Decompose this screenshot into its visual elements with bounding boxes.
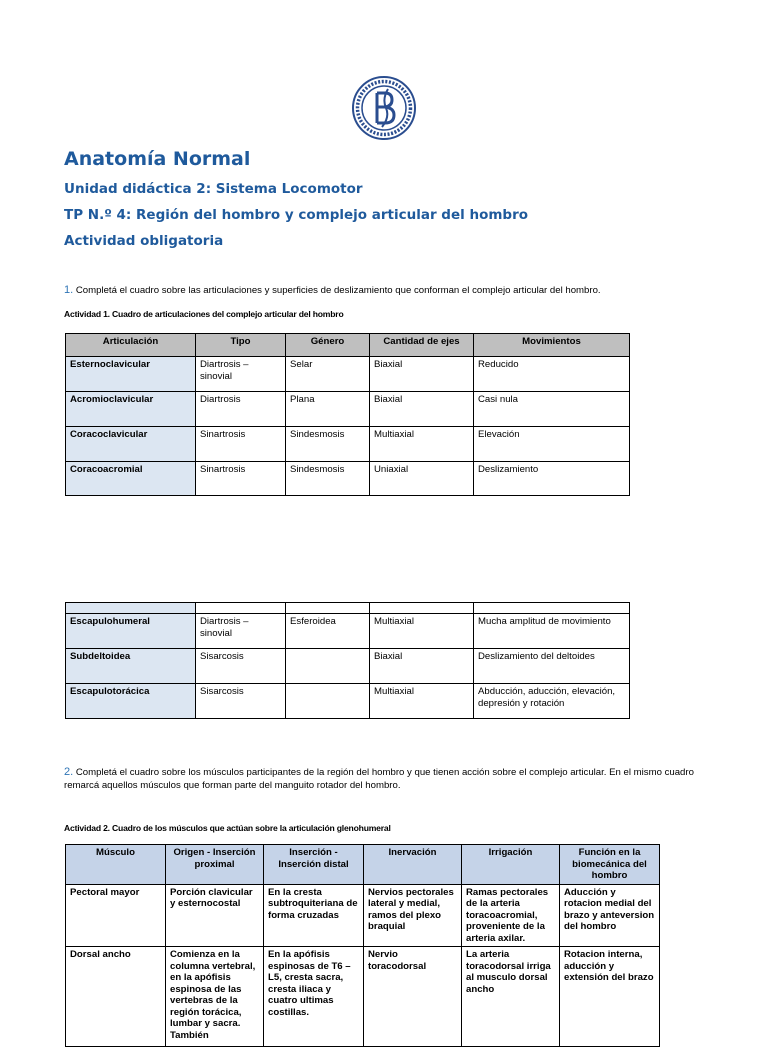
question-1-text: Completá el cuadro sobre las articulaciones y superficies de deslizamiento que conforman el complejo articular del hombro. <box>73 285 601 296</box>
cell: Plana <box>286 392 370 427</box>
cell: Uniaxial <box>370 462 474 496</box>
question-1 <box>64 284 714 297</box>
cell: Comienza en la columna vertebral, en la apófisis espinosa de las vertebras de la región torácica, lumbar y sacra. También <box>166 947 264 1047</box>
col-header: Irrigación <box>462 845 560 885</box>
cell <box>286 684 370 719</box>
course-title: Anatomía Normal <box>64 148 251 170</box>
cell: Multiaxial <box>370 684 474 719</box>
cell: Ramas pectorales de la arteria toracoacromial, proveniente de la arteria axilar. <box>462 884 560 947</box>
cell: Deslizamiento del deltoides <box>474 649 630 684</box>
question-2-number: 2. <box>64 766 74 778</box>
table-2-caption: Actividad 2. Cuadro de los músculos que actúan sobre la articulación glenohumeral <box>64 823 391 833</box>
articulations-table-continued <box>65 602 630 719</box>
col-header: Función en la biomecánica del hombro <box>560 845 660 885</box>
university-seal-icon <box>351 75 417 141</box>
table-row <box>66 603 630 614</box>
cell: Esternoclavicular <box>66 357 196 392</box>
table-row <box>66 392 630 427</box>
table-row <box>66 427 630 462</box>
col-header: Movimientos <box>474 334 630 357</box>
cell: Elevación <box>474 427 630 462</box>
cell: Casi nula <box>474 392 630 427</box>
cell: Diartrosis – sinovial <box>196 357 286 392</box>
table-row <box>66 462 630 496</box>
cell: Escapulotorácica <box>66 684 196 719</box>
cell: Multiaxial <box>370 614 474 649</box>
cell: Sinartrosis <box>196 427 286 462</box>
table-row <box>66 357 630 392</box>
cell <box>370 603 474 614</box>
cell: Selar <box>286 357 370 392</box>
cell: Subdeltoidea <box>66 649 196 684</box>
question-2-text: Completá el cuadro sobre los músculos participantes de la región del hombro y que tienen acción sobre el complejo articular. En el mismo cuadro remarcá aquellos músculos que forman parte del manguito rotador del hombro. <box>64 767 694 791</box>
cell: Pectoral mayor <box>66 884 166 947</box>
cell: Biaxial <box>370 357 474 392</box>
cell: Coracoacromial <box>66 462 196 496</box>
cell: Sindesmosis <box>286 462 370 496</box>
cell: Dorsal ancho <box>66 947 166 1047</box>
cell: Biaxial <box>370 392 474 427</box>
cell <box>474 603 630 614</box>
table-row <box>66 614 630 649</box>
cell <box>286 649 370 684</box>
tp-title: TP N.º 4: Región del hombro y complejo articular del hombro <box>64 207 529 223</box>
cell: Coracoclavicular <box>66 427 196 462</box>
cell: Biaxial <box>370 649 474 684</box>
question-1-number: 1. <box>64 284 74 296</box>
cell: Diartrosis <box>196 392 286 427</box>
cell: Acromioclavicular <box>66 392 196 427</box>
cell: Mucha amplitud de movimiento <box>474 614 630 649</box>
cell: La arteria toracodorsal irriga al musculo dorsal ancho <box>462 947 560 1047</box>
cell: Porción clavicular y esternocostal <box>166 884 264 947</box>
cell: Abducción, aducción, elevación, depresión y rotación <box>474 684 630 719</box>
cell <box>286 603 370 614</box>
col-header: Cantidad de ejes <box>370 334 474 357</box>
cell: Sisarcosis <box>196 649 286 684</box>
cell: En la cresta subtroquiteriana de forma cruzadas <box>264 884 364 947</box>
cell: Sindesmosis <box>286 427 370 462</box>
table-row <box>66 884 660 947</box>
articulations-table <box>65 333 630 496</box>
col-header: Inervación <box>364 845 462 885</box>
cell: Deslizamiento <box>474 462 630 496</box>
table-1-caption: Actividad 1. Cuadro de articulaciones del complejo articular del hombro <box>64 309 344 319</box>
table-row <box>66 684 630 719</box>
activity-heading: Actividad obligatoria <box>64 233 224 249</box>
cell: Multiaxial <box>370 427 474 462</box>
cell: En la apófisis espinosas de T6 – L5, cresta sacra, cresta iliaca y cuatro ultimas costillas. <box>264 947 364 1047</box>
col-header: Músculo <box>66 845 166 885</box>
cell: Esferoidea <box>286 614 370 649</box>
table-row <box>66 947 660 1047</box>
table-row <box>66 649 630 684</box>
question-2 <box>64 766 714 792</box>
cell: Sisarcosis <box>196 684 286 719</box>
unit-title: Unidad didáctica 2: Sistema Locomotor <box>64 181 363 197</box>
col-header: Articulación <box>66 334 196 357</box>
cell <box>196 603 286 614</box>
col-header: Tipo <box>196 334 286 357</box>
cell: Diartrosis – sinovial <box>196 614 286 649</box>
col-header: Género <box>286 334 370 357</box>
cell: Reducido <box>474 357 630 392</box>
cell <box>66 603 196 614</box>
cell: Rotacion interna, aducción y extensión del brazo <box>560 947 660 1047</box>
muscles-table <box>65 844 660 1047</box>
cell: Nervio toracodorsal <box>364 947 462 1047</box>
cell: Escapulohumeral <box>66 614 196 649</box>
col-header: Inserción - Inserción distal <box>264 845 364 885</box>
cell: Aducción y rotacion medial del brazo y anteversion del hombro <box>560 884 660 947</box>
cell: Nervios pectorales lateral y medial, ramos del plexo braquial <box>364 884 462 947</box>
col-header: Origen - Inserción proximal <box>166 845 264 885</box>
cell: Sinartrosis <box>196 462 286 496</box>
